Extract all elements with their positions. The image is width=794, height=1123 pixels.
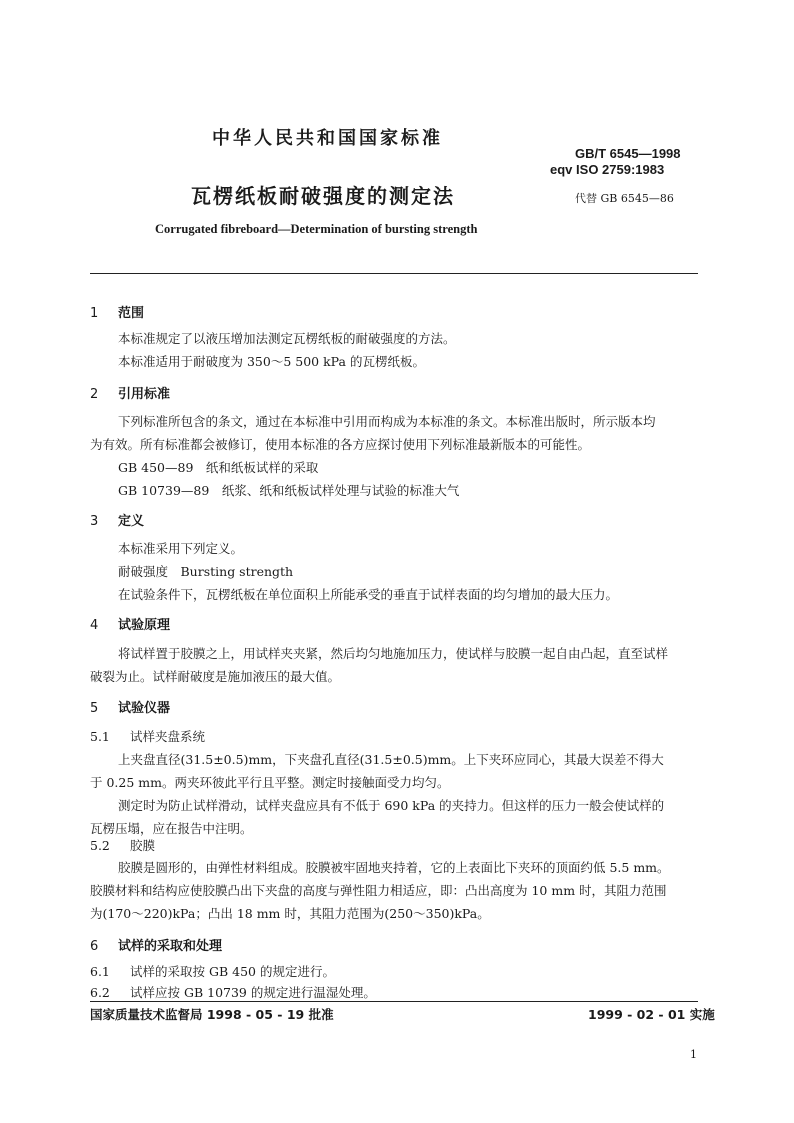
section-number: 5 — [90, 701, 99, 716]
definition: 在试验条件下，瓦楞纸板在单位面积上所能承受的垂直于试样表面的均匀增加的最大压力。 — [118, 587, 619, 602]
paragraph: 破裂为止。试样耐破度是施加液压的最大值。 — [90, 669, 341, 684]
subsection-5-1-heading — [90, 727, 205, 745]
subsection-text: 试样的采取按 GB 450 的规定进行。 — [130, 964, 335, 979]
paragraph: 本标准采用下列定义。 — [118, 541, 244, 556]
paragraph: 瓦楞压塌，应在报告中注明。 — [90, 821, 253, 836]
national-standard-heading: 中华人民共和国国家标准 — [212, 128, 443, 149]
section-title: 试验仪器 — [118, 701, 171, 716]
subsection-5-2-heading — [90, 836, 155, 854]
header-divider — [90, 273, 698, 274]
paragraph: 将试样置于胶膜之上，用试样夹夹紧，然后均匀地施加压力，使试样与胶膜一起自由凸起，直至试样 — [118, 646, 669, 661]
section-number: 6 — [90, 939, 99, 954]
paragraph: 本标准适用于耐破度为 350～5 500 kPa 的瓦楞纸板。 — [118, 354, 425, 369]
subsection-title: 试样夹盘系统 — [130, 729, 206, 744]
paragraph: 为(170～220)kPa；凸出 18 mm 时，其阻力范围为(250～350)kPa。 — [90, 906, 490, 921]
reference-item: GB 450—89 纸和纸板试样的采取 — [118, 460, 319, 475]
section-number: 4 — [90, 618, 99, 633]
section-6-heading — [90, 935, 222, 954]
footer-divider — [90, 1001, 698, 1002]
section-number: 1 — [90, 306, 99, 321]
paragraph: 胶膜材料和结构应使胶膜凸出下夹盘的高度与弹性阻力相适应，即：凸出高度为 10 mm 时，其阻力范围 — [90, 883, 667, 898]
paragraph: 测定时为防止试样滑动，试样夹盘应具有不低于 690 kPa 的夹持力。但这样的压力一般会使试样的 — [118, 798, 665, 813]
equivalent-standard — [550, 162, 664, 177]
implementation-date: 1999 - 02 - 01 实施 — [588, 1007, 715, 1022]
document-title-en: Corrugated fibreboard—Determination of bursting strength — [155, 222, 478, 236]
section-title: 试样的采取和处理 — [118, 939, 223, 954]
section-number: 3 — [90, 514, 99, 529]
subsection-number: 5.1 — [90, 729, 110, 744]
eqv-standard-number: ISO 2759:1983 — [576, 162, 665, 177]
document-title-cn: 瓦楞纸板耐破强度的测定法 — [191, 184, 455, 208]
section-title: 范围 — [118, 306, 145, 321]
section-5-heading — [90, 697, 170, 716]
standard-number: GB/T 6545—1998 — [575, 146, 681, 161]
section-4-heading — [90, 614, 170, 633]
page-number: 1 — [690, 1048, 697, 1061]
subsection-number: 6.2 — [90, 985, 110, 1000]
subsection-title: 胶膜 — [130, 838, 156, 853]
paragraph: 上夹盘直径(31.5±0.5)mm，下夹盘孔直径(31.5±0.5)mm。上下夹环应同心，其最大误差不得大 — [118, 752, 664, 767]
subsection-6-2 — [90, 983, 376, 1001]
replaces-standard: 代替 GB 6545—86 — [575, 192, 674, 205]
paragraph: 本标准规定了以液压增加法测定瓦楞纸板的耐破强度的方法。 — [118, 331, 456, 346]
section-title: 定义 — [118, 514, 145, 529]
subsection-6-1 — [90, 962, 335, 980]
reference-item: GB 10739—89 纸浆、纸和纸板试样处理与试验的标准大气 — [118, 483, 460, 498]
section-2-heading — [90, 383, 170, 402]
subsection-number: 5.2 — [90, 838, 110, 853]
paragraph: 下列标准所包含的条文，通过在本标准中引用而构成为本标准的条文。本标准出版时，所示版本均 — [118, 414, 656, 429]
subsection-text: 试样应按 GB 10739 的规定进行温湿处理。 — [130, 985, 376, 1000]
section-3-heading — [90, 510, 144, 529]
paragraph: 为有效。所有标准都会被修订，使用本标准的各方应探讨使用下列标准最新版本的可能性。 — [90, 437, 591, 452]
paragraph: 胶膜是圆形的，由弹性材料组成。胶膜被牢固地夹持着，它的上表面比下夹环的顶面约低 5.5 mm。 — [118, 860, 670, 875]
eqv-prefix: eqv — [550, 162, 573, 177]
approval-line: 国家质量技术监督局 1998 - 05 - 19 批准 — [90, 1007, 334, 1022]
section-number: 2 — [90, 387, 99, 402]
term: 耐破强度 Bursting strength — [118, 564, 294, 579]
section-1-heading — [90, 302, 144, 321]
section-title: 试验原理 — [118, 618, 171, 633]
paragraph: 于 0.25 mm。两夹环彼此平行且平整。测定时接触面受力均匀。 — [90, 775, 450, 790]
section-title: 引用标准 — [118, 387, 171, 402]
subsection-number: 6.1 — [90, 964, 110, 979]
